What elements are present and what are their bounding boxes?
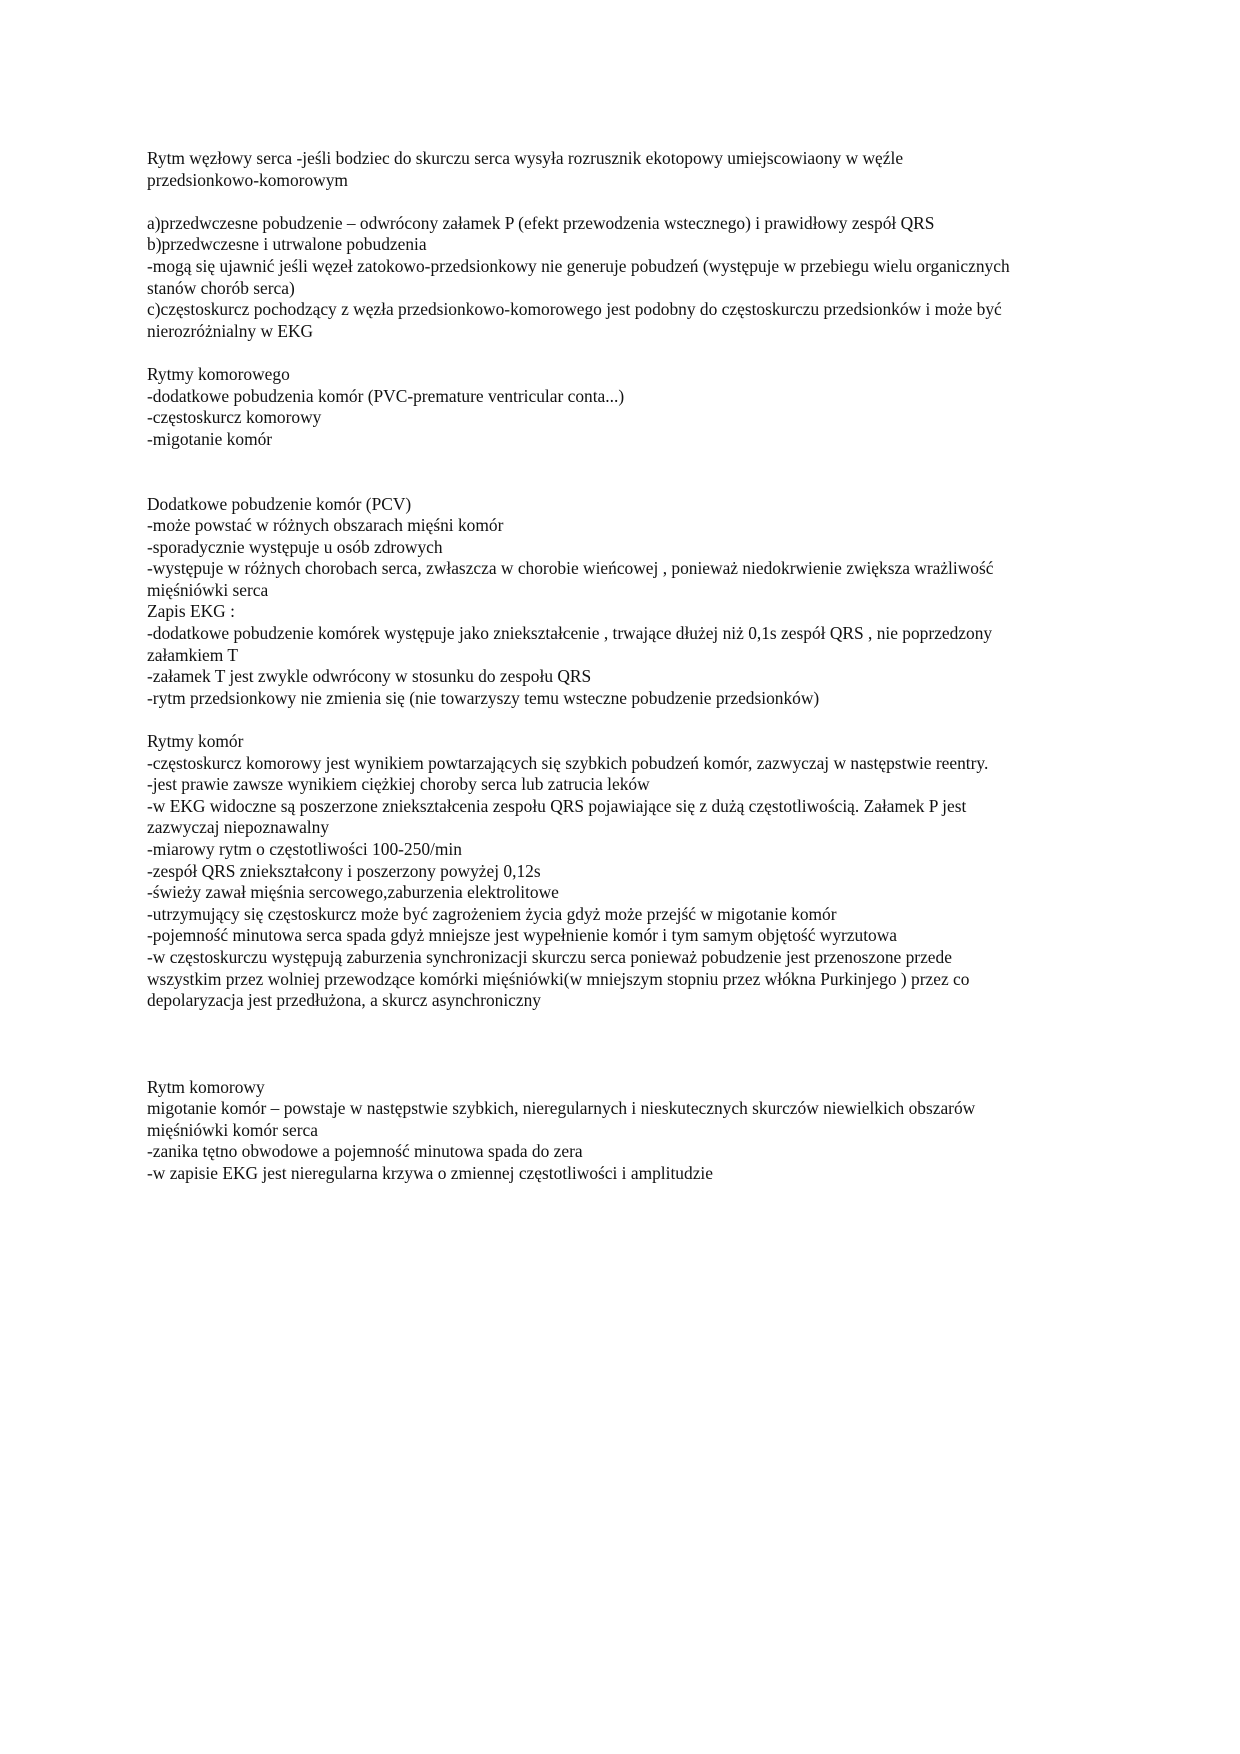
text-line: -świeży zawał mięśnia sercowego,zaburzenia elektrolitowe xyxy=(147,882,559,903)
text-line: -utrzymujący się częstoskurcz może być zagrożeniem życia gdyż może przejść w migotanie komór xyxy=(147,903,837,924)
text-line: Zapis EKG : xyxy=(147,601,235,622)
text-line: -występuje w różnych chorobach serca, zwłaszcza w chorobie wieńcowej , ponieważ niedokrwienie zwiększa wrażliwość xyxy=(147,558,994,579)
text-line: -może powstać w różnych obszarach mięśni komór xyxy=(147,515,504,536)
text-line: -sporadycznie występuje u osób zdrowych xyxy=(147,536,443,557)
text-line: -zespół QRS zniekształcony i poszerzony powyżej 0,12s xyxy=(147,860,541,881)
text-line: -mogą się ujawnić jeśli węzeł zatokowo-przedsionkowy nie generuje pobudzeń (występuje w przebiegu wielu organicznych xyxy=(147,255,1010,276)
blank-line xyxy=(147,709,1087,731)
text-line: depolaryzacja jest przedłużona, a skurcz asynchroniczny xyxy=(147,990,541,1011)
text-line: nierozróżnialny w EKG xyxy=(147,320,314,341)
blank-line xyxy=(147,342,1087,364)
text-line: -w zapisie EKG jest nieregularna krzywa o zmiennej częstotliwości i amplitudzie xyxy=(147,1162,713,1183)
text-line: -rytm przedsionkowy nie zmienia się (nie towarzyszy temu wsteczne pobudzenie przedsionków) xyxy=(147,687,820,708)
text-line: -miarowy rytm o częstotliwości 100-250/min xyxy=(147,839,462,859)
text-line: -dodatkowe pobudzenia komór (PVC-premature ventricular conta...) xyxy=(147,385,625,406)
text-line: -pojemność minutowa serca spada gdyż mniejsze jest wypełnienie komór i tym samym objętość wyrzutowa xyxy=(147,925,898,946)
blank-line xyxy=(147,450,1087,472)
blank-line xyxy=(147,472,1087,494)
text-line: stanów chorób serca) xyxy=(147,277,295,298)
text-line: -jest prawie zawsze wynikiem ciężkiej choroby serca lub zatrucia leków xyxy=(147,774,650,795)
text-line: a)przedwczesne pobudzenie – odwrócony załamek P (efekt przewodzenia wstecznego) i prawidłowy zespół QRS xyxy=(147,212,935,233)
text-line: Dodatkowe pobudzenie komór (PCV) xyxy=(147,493,412,514)
text-line: -zanika tętno obwodowe a pojemność minutowa spada do zera xyxy=(147,1141,583,1162)
text-line: Rytm komorowy xyxy=(147,1076,265,1097)
text-line: -migotanie komór xyxy=(147,428,273,449)
text-line: wszystkim przez wolniej przewodzące komórki mięśniówki(w mniejszym stopniu przez włókna Purkinjego ) przez co xyxy=(147,968,970,989)
text-line: migotanie komór – powstaje w następstwie szybkich, nieregularnych i nieskutecznych skurczów niewielkich obszarów xyxy=(147,1098,976,1119)
text-line: zazwyczaj niepoznawalny xyxy=(147,817,330,838)
blank-line xyxy=(147,1033,1087,1055)
text-line: -dodatkowe pobudzenie komórek występuje jako zniekształcenie , trwające dłużej niż 0,1s zespół QRS , nie poprzedzony xyxy=(147,623,993,644)
text-line: -częstoskurcz komorowy jest wynikiem powtarzających się szybkich pobudzeń komór, zazwyczaj w następstwie reentry. xyxy=(147,752,989,773)
text-line: -w częstoskurczu występują zaburzenia synchronizacji skurczu serca ponieważ pobudzenie jest przenoszone przede xyxy=(147,946,952,967)
text-line: mięśniówki serca xyxy=(147,579,269,600)
text-line: c)częstoskurcz pochodzący z węzła przedsionkowo-komorowego jest podobny do częstoskurczu przedsionków i może być xyxy=(147,299,1002,320)
text-line: mięśniówki komór serca xyxy=(147,1119,318,1140)
blank-line xyxy=(147,1055,1087,1077)
blank-line xyxy=(147,1012,1087,1034)
blank-line xyxy=(147,191,1087,213)
text-line: -załamek T jest zwykle odwrócony w stosunku do zespołu QRS xyxy=(147,666,592,687)
text-line: -w EKG widoczne są poszerzone zniekształcenia zespołu QRS pojawiające się z dużą częstotliwością. Załamek P jest xyxy=(147,795,967,816)
text-line: b)przedwczesne i utrwalone pobudzenia xyxy=(147,234,427,255)
text-line: Rytmy komorowego xyxy=(147,363,290,384)
text-line: załamkiem T xyxy=(147,644,238,665)
text-line: przedsionkowo-komorowym xyxy=(147,169,348,190)
text-line: Rytm węzłowy serca -jeśli bodziec do skurczu serca wysyła rozrusznik ekotopowy umiejscowiaony w węźle xyxy=(147,148,904,168)
document-body xyxy=(147,148,1087,1185)
text-line: -częstoskurcz komorowy xyxy=(147,407,322,428)
text-line: Rytmy komór xyxy=(147,731,244,752)
